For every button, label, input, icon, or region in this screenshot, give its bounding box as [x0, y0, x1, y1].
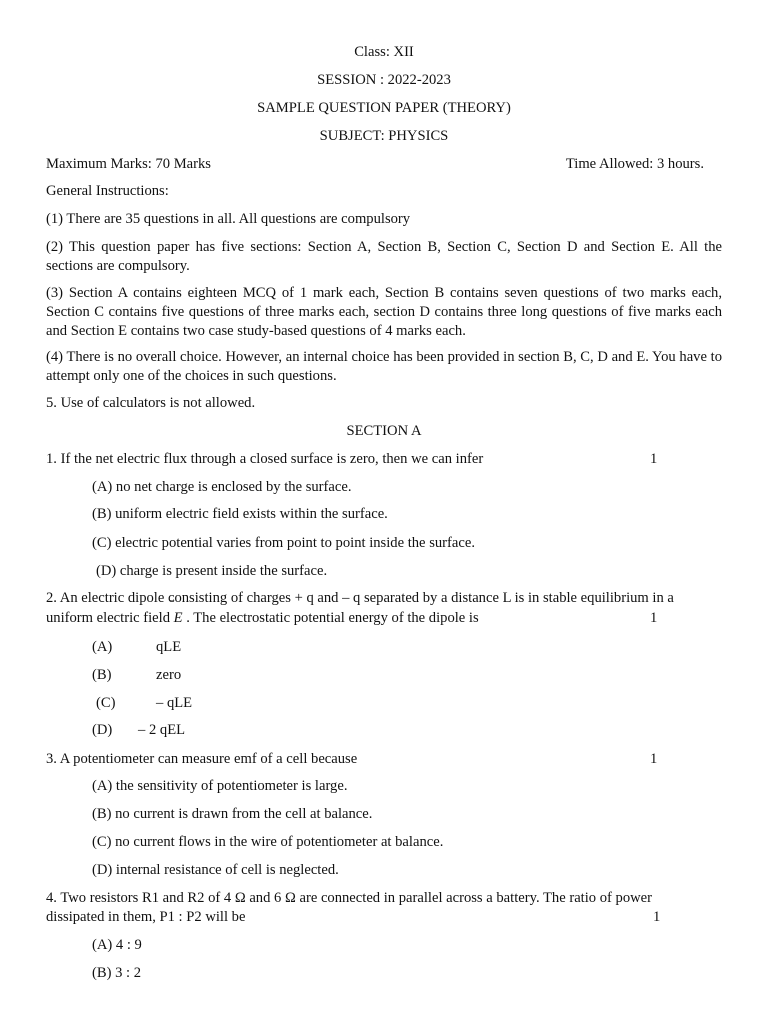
question-marks: 1 [650, 610, 658, 626]
question-text: 4. Two resistors R1 and R2 of 4 Ω and 6 Ω are connected in parallel across a battery. The ratio of power [46, 890, 652, 906]
max-marks: Maximum Marks: 70 Marks [46, 156, 211, 172]
option-value: – 2 qEL [138, 722, 186, 738]
option-label: (A) [92, 639, 113, 655]
question-marks: 1 [653, 909, 661, 925]
option: (C) no current flows in the wire of potentiometer at balance. [92, 834, 444, 850]
option-value: – qLE [156, 695, 193, 711]
question-marks: 1 [650, 451, 658, 467]
electric-field-vector [174, 610, 183, 627]
option: (D) internal resistance of cell is neglected. [92, 862, 339, 878]
question-text [46, 610, 479, 627]
option [92, 667, 181, 684]
option-value: zero [156, 667, 182, 683]
instruction-item: (1) There are 35 questions in all. All questions are compulsory [46, 211, 411, 227]
question-text: 3. A potentiometer can measure emf of a cell because [46, 751, 358, 767]
time-allowed: Time Allowed: 3 hours. [565, 156, 704, 172]
question-text: dissipated in them, P1 : P2 will be [46, 909, 246, 925]
section-heading: SECTION A [346, 423, 422, 439]
instructions-heading: General Instructions: [46, 183, 169, 199]
question-text: 1. If the net electric flux through a closed surface is zero, then we can infer [46, 451, 484, 467]
option-label: (C) [96, 695, 116, 711]
question-text-end: . The electrostatic potential energy of the dipole is [182, 610, 479, 626]
option: (C) electric potential varies from point to point inside the surface. [92, 535, 475, 551]
option-value: qLE [156, 639, 182, 655]
option: (B) 3 : 2 [92, 965, 142, 981]
option-label: (D) [92, 722, 113, 738]
option [92, 722, 185, 739]
question-text: 2. An electric dipole consisting of charges + q and – q separated by a distance L is in stable equilibrium in a [46, 590, 674, 606]
instruction-item: (3) Section A contains eighteen MCQ of 1 mark each, Section B contains seven questions of two marks each, Section C contains five questions of three marks each, section D contains three long questions of five marks each and Section E contains two case study-based questions of 4 marks each. [46, 285, 722, 340]
session-line: SESSION : 2022-2023 [317, 72, 451, 88]
option: (A) the sensitivity of potentiometer is large. [92, 778, 348, 794]
class-line: Class: XII [354, 44, 414, 60]
option: (A) no net charge is enclosed by the surface. [92, 479, 352, 495]
option [96, 695, 192, 712]
option: (A) 4 : 9 [92, 937, 142, 953]
instruction-item: (4) There is no overall choice. However, an internal choice has been provided in section B, C, D and E. You have to attempt only one of the choices in such questions. [46, 349, 722, 385]
option-label: (B) [92, 667, 112, 683]
vector-symbol: E [173, 610, 183, 626]
instruction-item: (2) This question paper has five sections: Section A, Section B, Section C, Section D and Section E. All the sections are compulsory. [46, 239, 722, 275]
question-text-start: uniform electric field [46, 610, 174, 626]
paper-title: SAMPLE QUESTION PAPER (THEORY) [257, 100, 511, 116]
subject-line: SUBJECT: PHYSICS [319, 128, 449, 144]
option: (D) charge is present inside the surface. [96, 563, 328, 579]
question-marks: 1 [650, 751, 658, 767]
option: (B) uniform electric field exists within the surface. [92, 506, 388, 522]
instruction-item: 5. Use of calculators is not allowed. [46, 395, 256, 411]
option [92, 639, 181, 656]
option: (B) no current is drawn from the cell at balance. [92, 806, 373, 822]
